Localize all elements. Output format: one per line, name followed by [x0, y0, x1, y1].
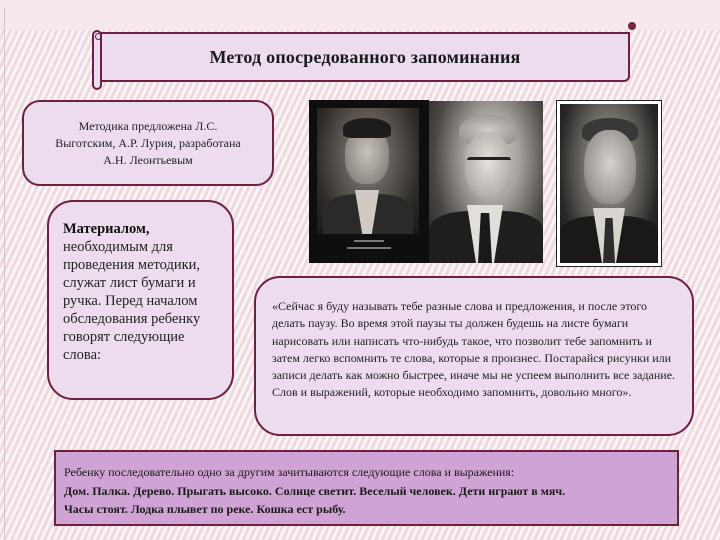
slide-left-edge [4, 8, 5, 540]
portrait-face [584, 130, 636, 204]
title-scroll-banner [92, 30, 636, 90]
portrait-photo [429, 101, 543, 263]
scroll-curl-right-icon [628, 22, 636, 30]
instruction-quote-text: «Сейчас я буду называть тебе разные слова и предложения, и после этого делать паузу. Во время этой паузы ты должен будешь на листе бумаги нарисовать или написать что-нибудь такое, что позволит тебе запомнить и затем легко вспомнить те слова, которые я произнес. Постарайся рисунки или записи делать как можно быстрее, иначе мы не успеем выполнить все задание. Слов и выражений, которые необходимо запомнить, довольно много». [272, 299, 676, 400]
slide-title: Метод опосредованного запоминания [209, 46, 521, 67]
material-bold-lead: Материалом, [63, 221, 150, 237]
portrait-vygotsky [309, 100, 429, 263]
portrait-photo [317, 108, 419, 234]
portrait-caption-line [347, 247, 391, 249]
slide-top-band [0, 0, 720, 30]
authors-line-1: Методика предложена Л.С. [78, 118, 218, 133]
words-list-line-1: Дом. Палка. Дерево. Прыгать высоко. Солнце светит. Веселый человек. Дети играют в мяч. [64, 483, 566, 498]
material-text: необходимым для проведения методики, служат лист бумаги и ручка. Перед началом обследования ребенку говорят следующие слова: [63, 239, 201, 363]
words-list-box [54, 450, 679, 526]
authors-line-2: Выготским, А.Р. Лурия, разработана [55, 135, 241, 150]
portrait-hair [343, 118, 391, 138]
instruction-quote-box [254, 276, 694, 436]
portrait-leontiev [556, 100, 662, 267]
words-list-lead: Ребенку последовательно одно за другим зачитываются следующие слова и выражения: [64, 465, 515, 479]
portrait-luria [429, 101, 543, 263]
words-list-line-2: Часы стоят. Лодка плывет по реке. Кошка ест рыбу. [64, 502, 346, 516]
glasses-icon [467, 157, 511, 166]
authors-text [55, 118, 241, 169]
authors-box [22, 100, 274, 186]
title-scroll-body [100, 32, 630, 82]
material-box [47, 200, 234, 400]
portrait-photo [560, 104, 658, 263]
portrait-caption-line [354, 240, 384, 242]
authors-line-3: А.Н. Леонтьевым [103, 152, 193, 167]
